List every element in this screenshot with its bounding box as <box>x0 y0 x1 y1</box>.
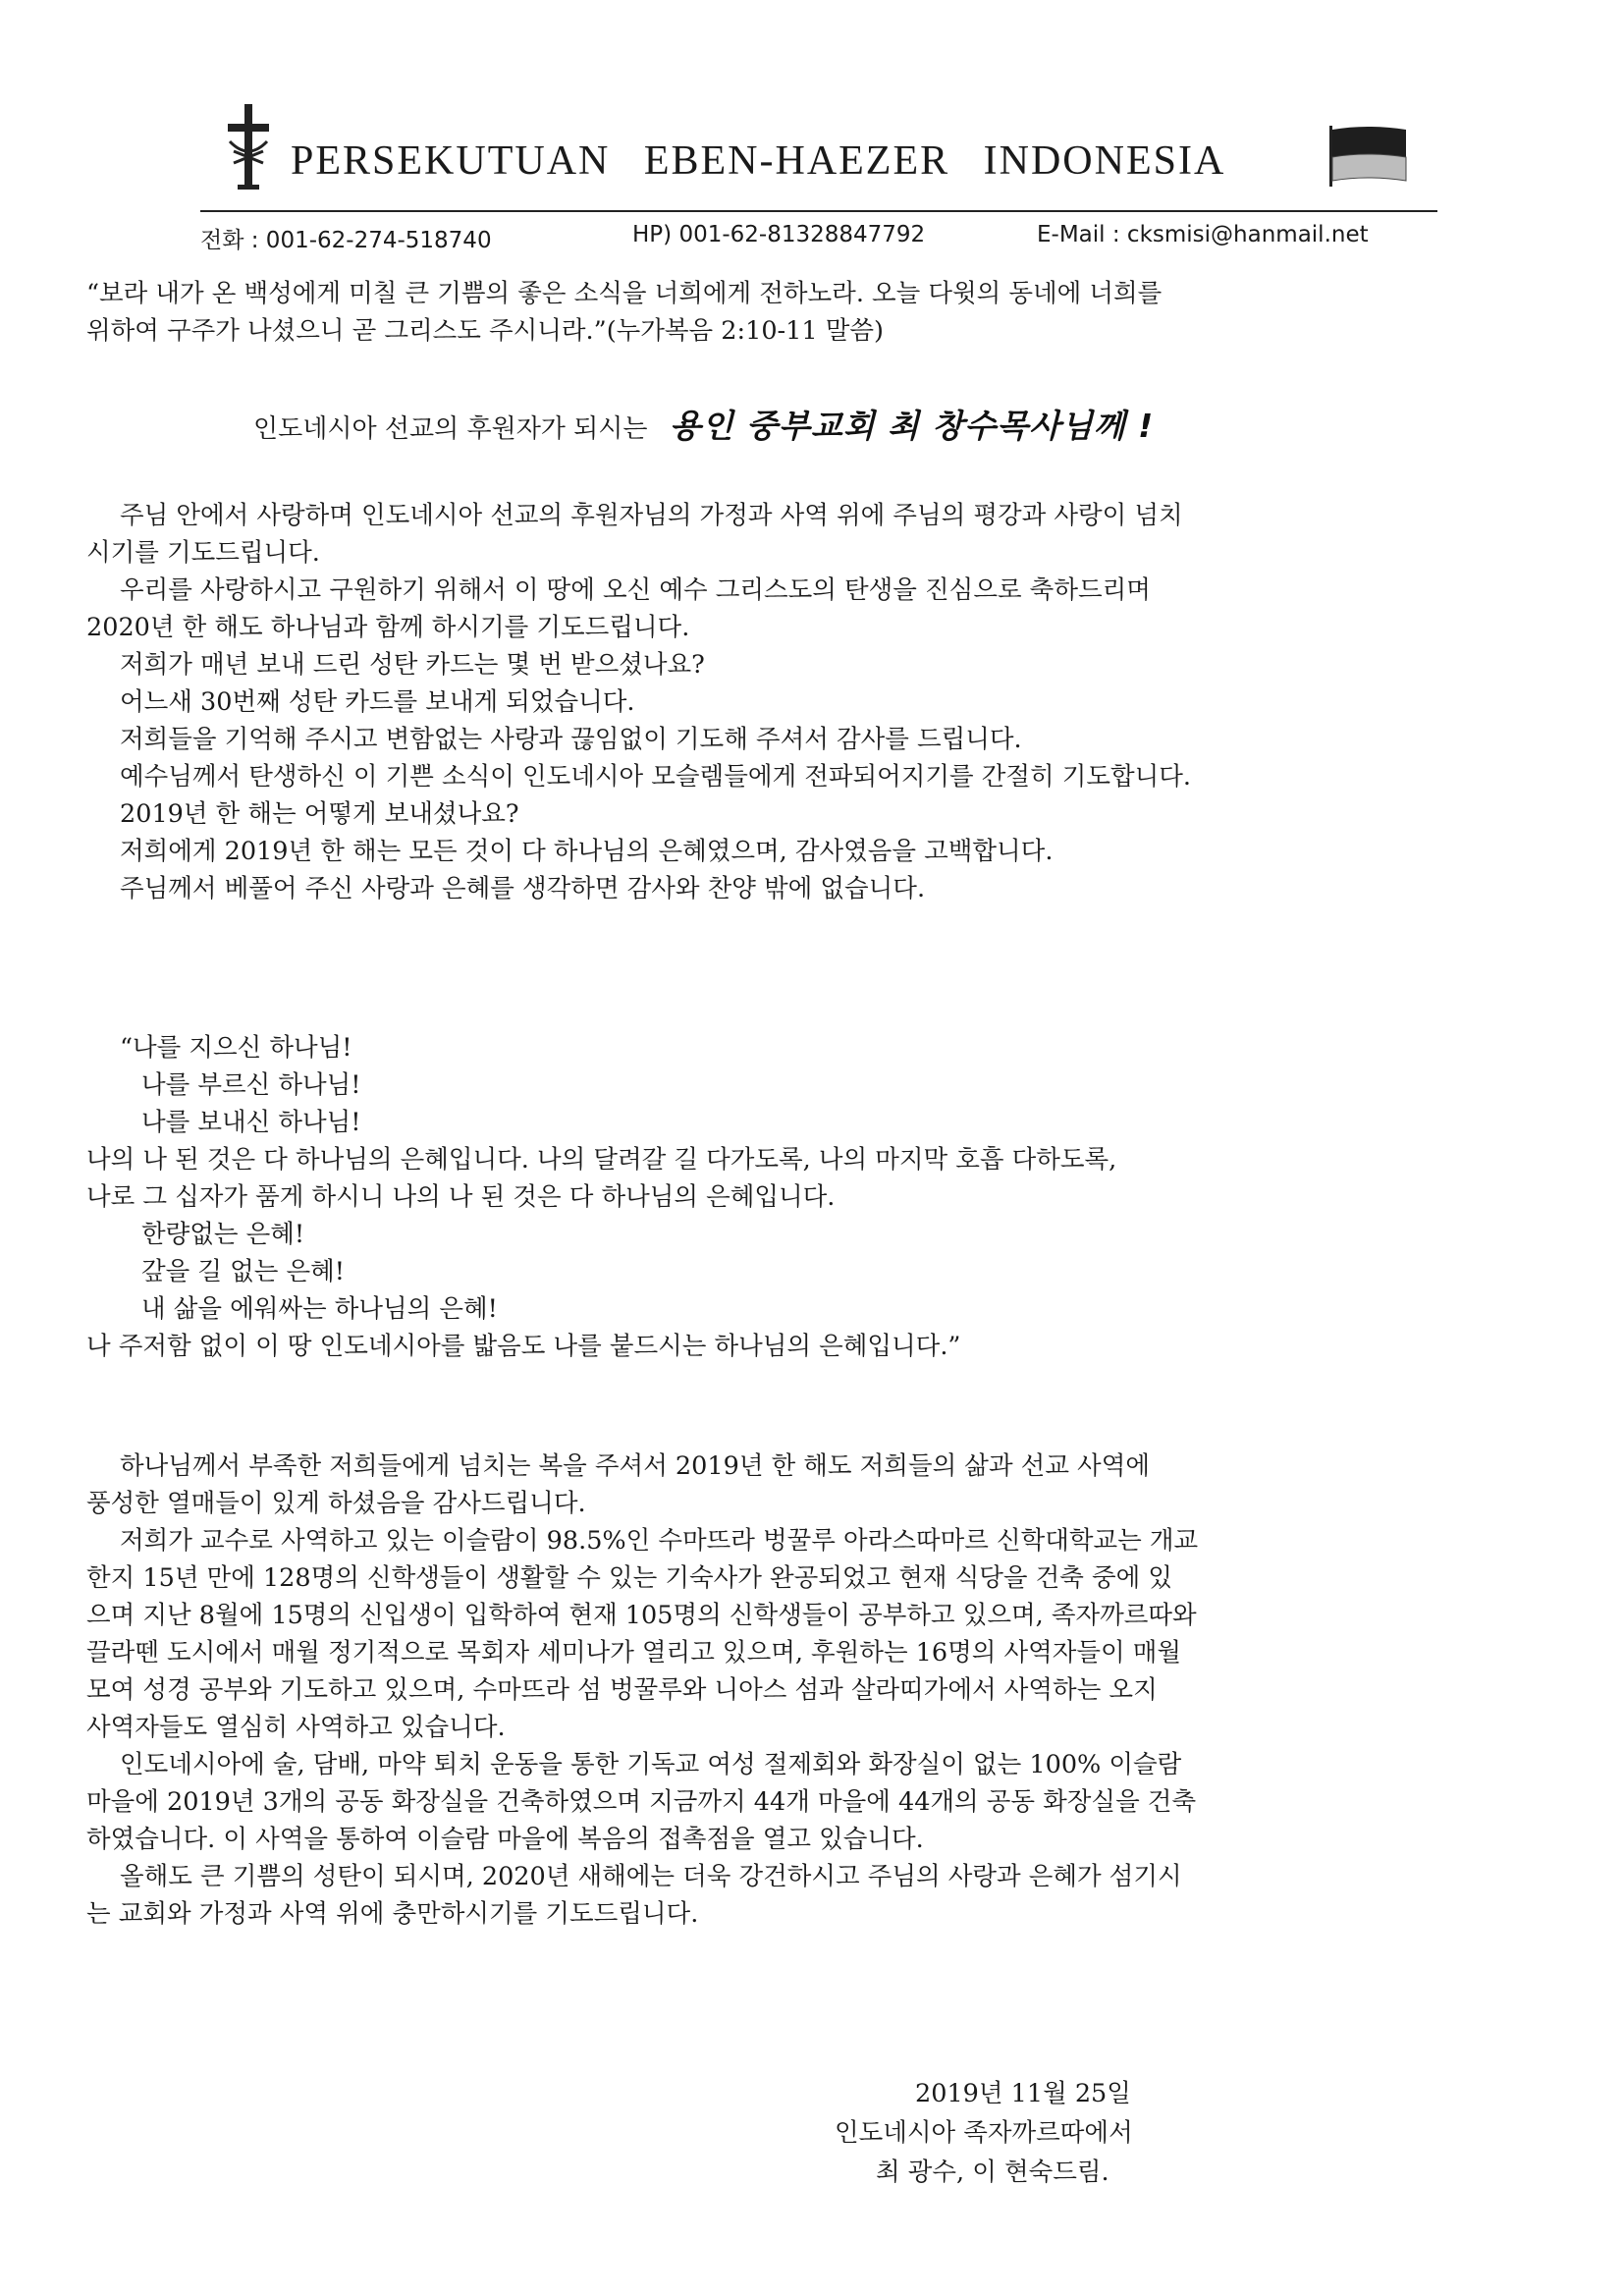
email-address: E-Mail : cksmisi@hanmail.net <box>1037 222 1369 247</box>
text-line: 어느새 30번째 성탄 카드를 보내게 되었습니다. <box>120 687 635 717</box>
text-line: 올해도 큰 기쁨의 성탄이 되시며, 2020년 새해에는 더욱 강건하시고 주님의 사랑과 은혜가 섬기시 <box>120 1862 1182 1891</box>
poem-line: 나로 그 십자가 품게 하시니 나의 나 된 것은 다 하나님의 은혜입니다. <box>86 1182 836 1212</box>
text-line: 사역자들도 열심히 사역하고 있습니다. <box>86 1713 506 1742</box>
poem-line: 내 삶을 에워싸는 하나님의 은혜! <box>141 1294 498 1324</box>
text-line: 으며 지난 8월에 15명의 신입생이 입학하여 현재 105명의 신학생들이 공부하고 있으며, 족자까르따와 <box>86 1601 1197 1630</box>
text-line: 예수님께서 탄생하신 이 기쁜 소식이 인도네시아 모슬렘들에게 전파되어지기를 간절히 기도합니다. <box>120 762 1192 792</box>
poem-line: 나 주저함 없이 이 땅 인도네시아를 밟음도 나를 붙드시는 하나님의 은혜입니다.” <box>86 1332 961 1361</box>
poem-line: “나를 지으신 하나님! <box>120 1033 352 1063</box>
text-line: 모여 성경 공부와 기도하고 있으며, 수마뜨라 섬 벙꿀루와 니아스 섬과 살라띠가에서 사역하는 오지 <box>86 1675 1158 1705</box>
text-line: 2019년 한 해는 어떻게 보내셨나요? <box>120 799 519 829</box>
sender-names: 최 광수, 이 현숙드림. <box>876 2158 1109 2187</box>
text-line: 끌라뗀 도시에서 매월 정기적으로 목회자 세미나가 열리고 있으며, 후원하는 16명의 사역자들이 매월 <box>86 1638 1182 1667</box>
text-line: 주님께서 베풀어 주신 사랑과 은혜를 생각하면 감사와 찬양 밖에 없습니다. <box>120 874 926 903</box>
text-line: 한지 15년 만에 128명의 신학생들이 생활할 수 있는 기숙사가 완공되었고 현재 식당을 건축 중에 있 <box>86 1563 1173 1593</box>
text-line: 하나님께서 부족한 저희들에게 넘치는 복을 주셔서 2019년 한 해도 저희들의 삶과 선교 사역에 <box>120 1451 1150 1481</box>
text-line: 저희가 매년 보내 드린 성탄 카드는 몇 번 받으셨나요? <box>120 650 705 680</box>
letter-date: 2019년 11월 25일 <box>915 2079 1131 2108</box>
mobile-number: HP) 001-62-81328847792 <box>632 222 926 247</box>
text-line: 풍성한 열매들이 있게 하셨음을 감사드립니다. <box>86 1489 586 1518</box>
poem-line: 한량없는 은혜! <box>141 1220 305 1249</box>
text-line: 2020년 한 해도 하나님과 함께 하시기를 기도드립니다. <box>86 613 690 642</box>
text-line: 저희에게 2019년 한 해는 모든 것이 다 하나님의 은혜였으며, 감사였음을 고백합니다. <box>120 837 1054 866</box>
text-line: 시기를 기도드립니다. <box>86 538 320 568</box>
poem-line: 나의 나 된 것은 다 하나님의 은혜입니다. 나의 달려갈 길 다가도록, 나의 마지막 호흡 다하도록, <box>86 1145 1117 1175</box>
poem <box>86 1029 1530 1365</box>
contact-bar <box>200 210 1437 254</box>
text-line: 는 교회와 가정과 사역 위에 충만하시기를 기도드립니다. <box>86 1899 699 1929</box>
organization-title: PERSEKUTUAN EBEN-HAEZER INDONESIA <box>291 138 1226 184</box>
text-line: 주님 안에서 사랑하며 인도네시아 선교의 후원자님의 가정과 사역 위에 주님의 평강과 사랑이 넘치 <box>120 501 1183 530</box>
poem-line: 나를 보내신 하나님! <box>141 1108 361 1137</box>
text-line: 하였습니다. 이 사역을 통하여 이슬람 마을에 복음의 접촉점을 열고 있습니다. <box>86 1825 924 1854</box>
phone-number: 전화 : 001-62-274-518740 <box>200 228 492 253</box>
text-line: 인도네시아에 술, 담배, 마약 퇴치 운동을 통한 기독교 여성 절제회와 화장실이 없는 100% 이슬람 <box>120 1750 1182 1779</box>
cross-logo-icon <box>224 102 273 191</box>
text-line: 저희들을 기억해 주시고 변함없는 사랑과 끊임없이 기도해 주셔서 감사를 드립니다. <box>120 725 1022 754</box>
text-line: 저희가 교수로 사역하고 있는 이슬람이 98.5%인 수마뜨라 벙꿀루 아라스따마르 신학대학교는 개교 <box>120 1526 1199 1556</box>
verse-line: 위하여 구주가 나셨으니 곧 그리스도 주시니라.”(누가복음 2:10-11 말씀) <box>86 316 884 346</box>
paragraph-ministry-report <box>86 1448 1530 1933</box>
letter-place: 인도네시아 족자까르따에서 <box>835 2118 1133 2148</box>
verse-line: “보라 내가 온 백성에게 미칠 큰 기쁨의 좋은 소식을 너희에게 전하노라. 오늘 다윗의 동네에 너희를 <box>86 279 1163 308</box>
paragraph-intro <box>86 497 1530 907</box>
poem-line: 갚을 길 없는 은혜! <box>141 1257 345 1286</box>
text-line: 우리를 사랑하시고 구원하기 위해서 이 땅에 오신 예수 그리스도의 탄생을 진심으로 축하드리며 <box>120 575 1151 605</box>
indonesia-flag-icon <box>1327 124 1408 187</box>
greeting-printed: 인도네시아 선교의 후원자가 되시는 <box>253 414 648 444</box>
greeting-line <box>253 401 1154 447</box>
greeting-handwritten-recipient: 용인 중부교회 최 창수목사님께 ! <box>669 407 1155 445</box>
bible-verse <box>86 275 1530 350</box>
signature-block <box>805 2074 1133 2192</box>
text-line: 마을에 2019년 3개의 공동 화장실을 건축하였으며 지금까지 44개 마을에 44개의 공동 화장실을 건축 <box>86 1787 1197 1817</box>
poem-line: 나를 부르신 하나님! <box>141 1070 361 1100</box>
